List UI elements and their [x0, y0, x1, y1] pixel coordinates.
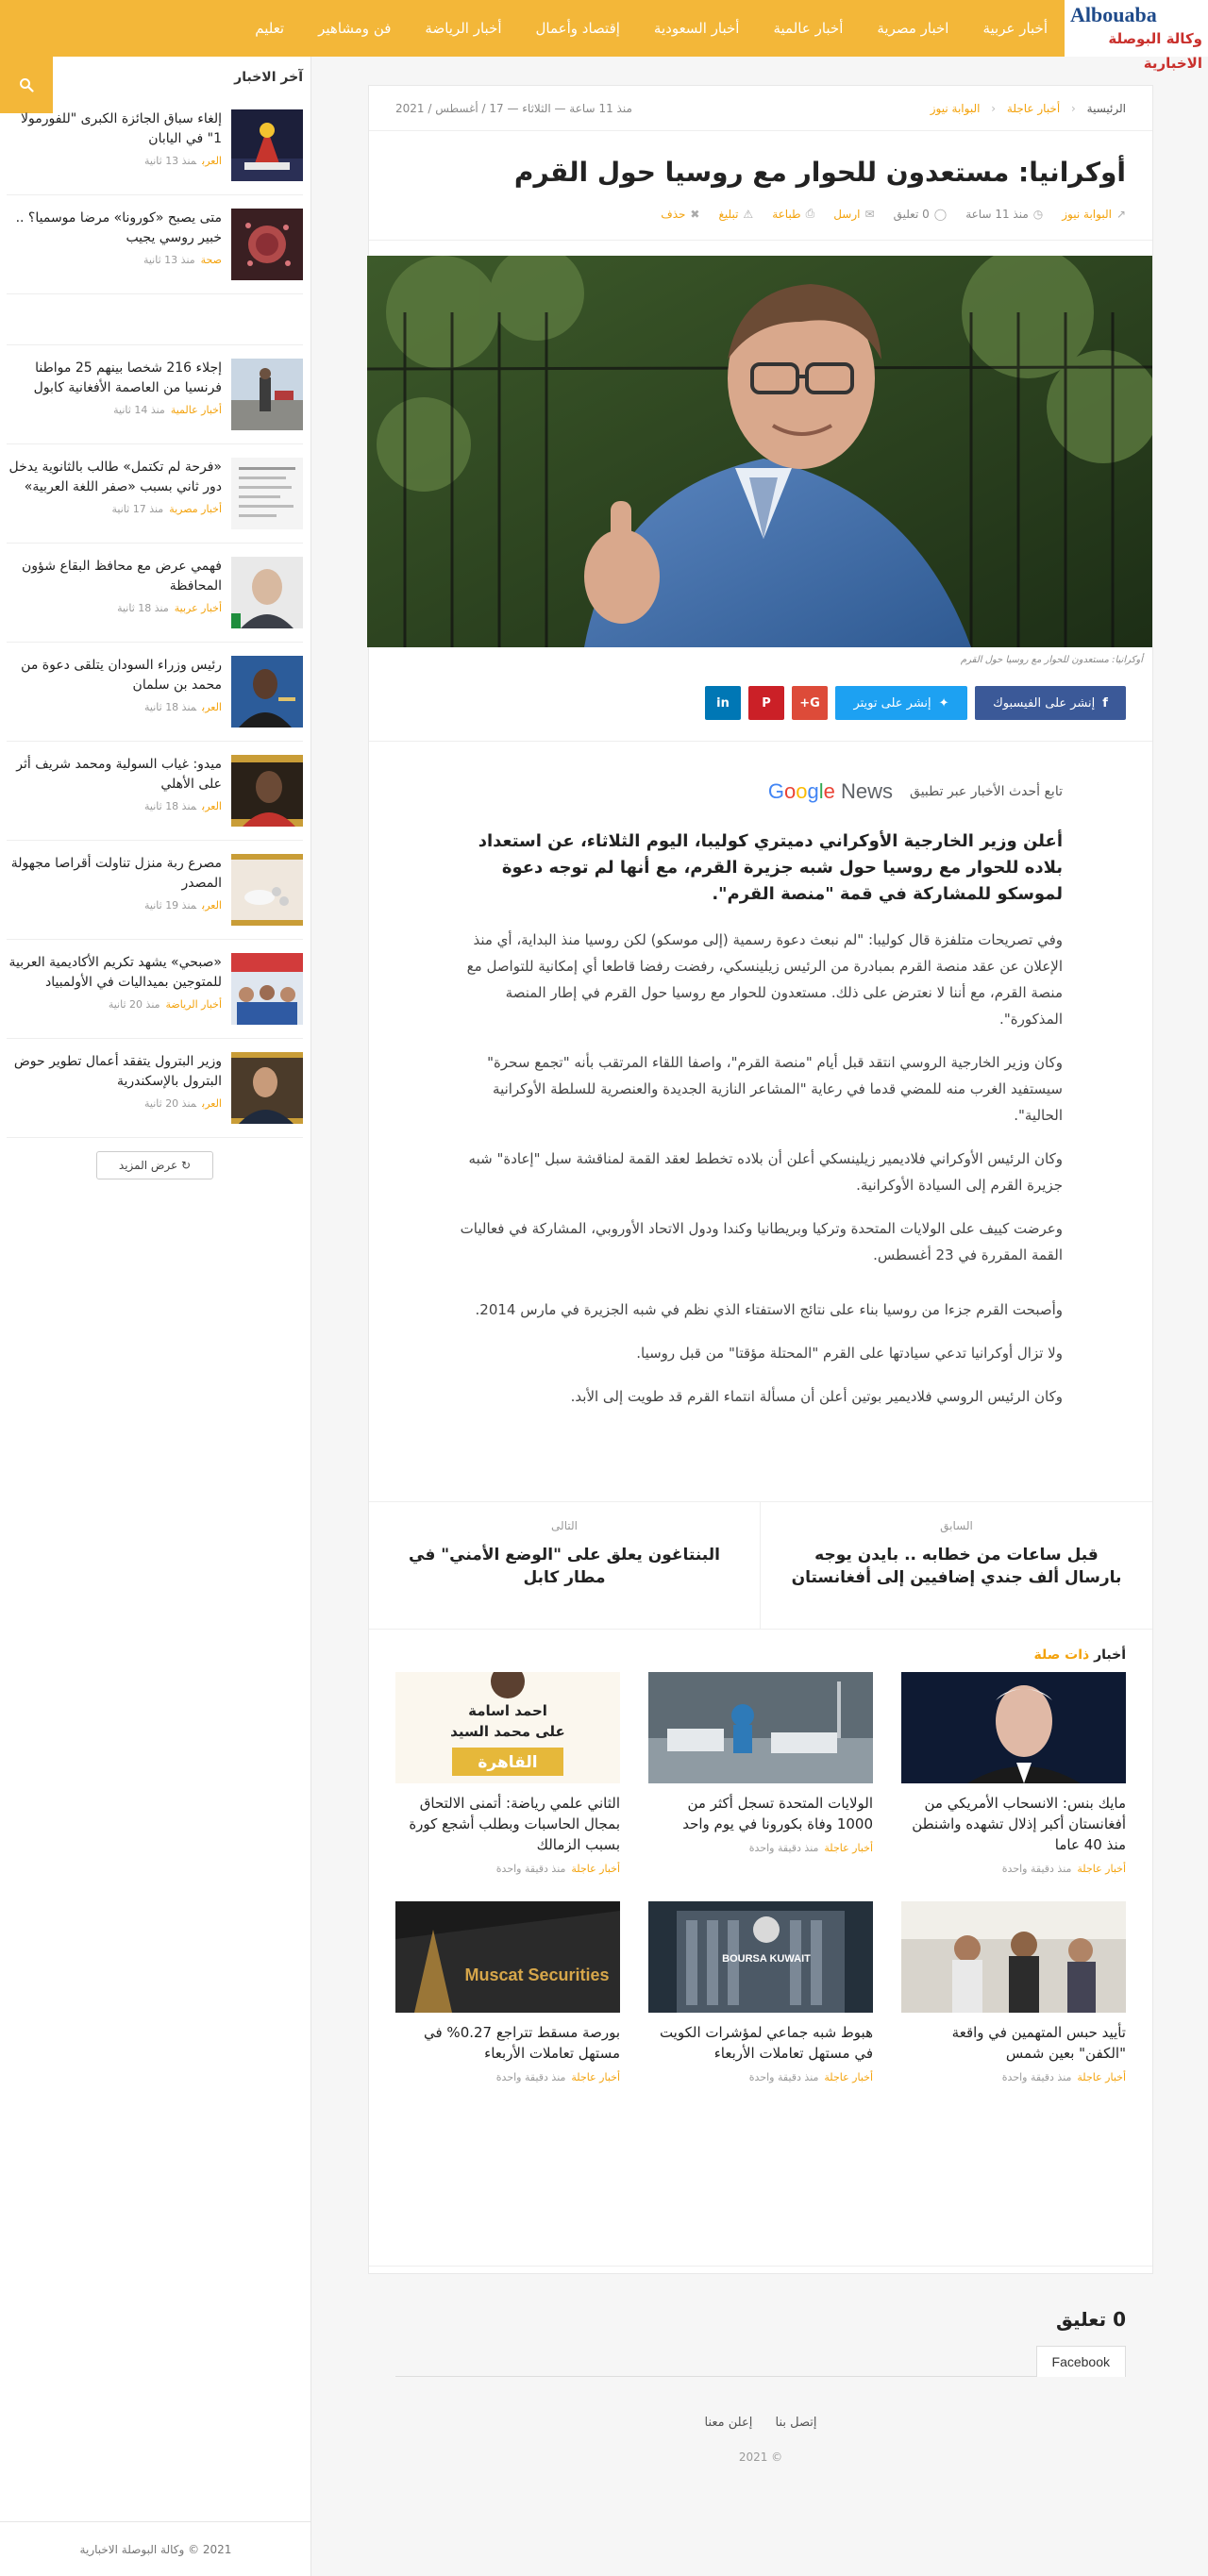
main-nav [221, 0, 1048, 57]
article-body [369, 804, 1152, 1410]
list-item-headline[interactable]: مصرع ربة منزل تناولت أقراصا مجهولة المصدر [10, 856, 222, 891]
footer-contact-link[interactable]: إتصل بنا [775, 2416, 817, 2430]
related-title[interactable]: هبوط شبه جماعي لمؤشرات الكويت في مستهل تعاملات الأربعاء [659, 2024, 873, 2062]
twitter-icon: ✦ [938, 695, 949, 711]
news-thumbnail [231, 359, 303, 430]
refresh-icon: ↻ [181, 1159, 192, 1172]
img6-label: Muscat Securities [464, 1965, 610, 1984]
list-item[interactable] [7, 458, 303, 544]
list-item-headline[interactable]: إجلاء 216 شخصا بينهم 25 مواطنا فرنسيا من العاصمة الأفغانية كابول [33, 360, 222, 395]
list-item-category[interactable]: أخبار مصرية [169, 503, 222, 515]
article-paragraph: وعرضت كييف على الولايات المتحدة وتركيا وبريطانيا وكندا ودول الاتحاد الأوروبي، المشاركة في فعاليات القمة المقررة في 23 أغسطس. [460, 1220, 1063, 1263]
pinterest-icon: P [762, 695, 771, 711]
comments-section [369, 2266, 1152, 2377]
hero-image [367, 256, 1152, 647]
list-item-time: منذ 18 ثانية [117, 602, 169, 614]
list-item-time: منذ 14 ثانية [113, 404, 165, 416]
follow-text: تابع أحدث الأخبار عبر تطبيق [910, 784, 1063, 799]
prev-title: قبل ساعات من خطابه .. بايدن يوجه بارسال ألف جندي إضافيين إلى أفغانستان [791, 1546, 1122, 1587]
google-letter: o [783, 779, 797, 803]
image-caption: أوكرانيا: مستعدون للحوار مع روسيا حول القرم [960, 655, 1143, 665]
list-item-time: منذ 17 ثانية [111, 503, 164, 515]
article-paragraph: وكان الرئيس الأوكراني فلاديمير زيلينسكي أعلن أن بلاده تخطط لعقد القمة لمناقشة سبل "إعادة" شبه جزيرة القرم إلى السيادة الأوكرانية. [468, 1150, 1063, 1194]
list-item[interactable] [7, 755, 303, 841]
related-image [395, 1901, 620, 2013]
load-more-label: عرض المزيد [118, 1159, 178, 1172]
share-facebook-label: إنشر على الفيسبوك [993, 695, 1096, 711]
related-heading [395, 1648, 1126, 1672]
related-time: منذ دقيقة واحدة [495, 2071, 566, 2083]
related-category[interactable]: أخبار عاجلة [571, 1863, 620, 1875]
img5-label: BOURSA KUWAIT [722, 1953, 811, 1965]
site-logo[interactable] [1065, 0, 1208, 72]
share-googleplus-button[interactable] [792, 686, 828, 720]
news-thumbnail [231, 755, 303, 827]
clock-icon: ◷ [1032, 207, 1044, 221]
related-time: منذ دقيقة واحدة [748, 2071, 819, 2083]
news-thumbnail [231, 109, 303, 181]
nav-arab-news[interactable]: أخبار عربية [982, 20, 1048, 37]
sidebar-divider [7, 308, 303, 345]
list-item[interactable] [7, 953, 303, 1039]
related-image [901, 1901, 1126, 2013]
article-header [369, 131, 1152, 241]
meta-print[interactable]: طباعة [772, 207, 801, 221]
list-item-category[interactable]: أخبار عربية [174, 602, 222, 614]
list-item-time: منذ 13 ثانية [143, 155, 197, 167]
related-title[interactable]: الثاني علمي رياضة: أتمنى الالتحاق بمجال الحاسبات وبطلب أشجع كورة بسبب الزمالك [409, 1795, 620, 1853]
list-item[interactable] [7, 359, 303, 444]
related-time: منذ دقيقة واحدة [495, 1863, 566, 1875]
footer-advertise-link[interactable]: إعلن معنا [704, 2416, 753, 2430]
list-item-headline[interactable]: فهمي عرض مع محافظ البقاع شؤون المحافظة [22, 559, 222, 594]
comments-title: 0 تعليق [1055, 2308, 1126, 2331]
related-title[interactable]: بورصة مسقط تتراجع 0.27% في مستهل تعاملات الأربعاء [423, 2024, 620, 2062]
nav-saudi-news[interactable]: أخبار السعودية [653, 20, 740, 37]
follow-google-news [369, 742, 1152, 804]
list-item-headline[interactable]: ميدو: غياب السولية ومحمد شريف أثر على الأهلي [16, 757, 222, 792]
article-paragraph: وكان وزير الخارجية الروسي انتقد قبل أيام "منصة القرم"، واصفا اللقاء المرتقب بأنه "تجمع سحرة" سيستفيد الغرب منه للمضي قدما في رعاية "المشاعر النازية الجديدة والعنصرية للسلطة الأوكرانية الحالية". [487, 1054, 1063, 1124]
related-time: منذ دقيقة واحدة [748, 1842, 819, 1854]
google-letter: o [796, 779, 808, 803]
top-navbar [0, 0, 1208, 72]
article-paragraph: وأصبحت القرم جزءا من روسيا بناء على نتائج الاستفتاء الذي نظم في شبه الجزيرة في مارس 2014. [475, 1301, 1063, 1318]
related-news [369, 1648, 1152, 2110]
list-item-time: منذ 20 ثانية [143, 1097, 197, 1110]
article-paragraph: وفي تصريحات متلفزة قال كوليبا: "لم نبعث دعوة رسمية (إلى موسكو) لكن روسيا منذ البداية، أي منذ الإعلان عن عقد منصة القرم بمبادرة من الرئيس زيلينسكي، رفضت رفضا قاطعا أي إمكانية للتواصل مع منصة القرم، مع أننا لا نعترض على ذلك. مستعدون للحوار مع روسيا حول القرم في إطار المنصة المذكورة". [466, 931, 1063, 1028]
facebook-icon: f [1102, 695, 1108, 711]
latest-news-sidebar [0, 57, 311, 2576]
breadcrumb-category[interactable]: أخبار عاجلة [1006, 101, 1061, 115]
related-time: منذ دقيقة واحدة [1001, 2071, 1072, 2083]
copyright: © 2021 [738, 2451, 783, 2464]
related-category[interactable]: أخبار عاجلة [824, 1842, 873, 1854]
meta-comments[interactable]: 0 تعليق [893, 207, 930, 221]
next-label: التالى [551, 1519, 578, 1532]
list-item-headline[interactable]: وزير البترول يتفقد أعمال تطوير حوض البترول بالإسكندرية [13, 1054, 222, 1089]
google-letter: l [818, 779, 824, 803]
article-container [368, 85, 1153, 2369]
page-footer [368, 2416, 1153, 2464]
related-image [395, 1672, 620, 1783]
related-card[interactable] [395, 1901, 620, 2083]
sidebar-title: آخر الاخبار [234, 70, 303, 85]
img3-name: احمد اسامة [468, 1702, 547, 1719]
news-thumbnail [231, 557, 303, 628]
logo-latin: Albouaba [1070, 3, 1157, 26]
list-item-time: منذ 20 ثانية [108, 998, 160, 1011]
news-thumbnail [231, 458, 303, 529]
list-item-headline[interactable]: رئيس وزراء السودان يتلقى دعوة من محمد بن سلمان [21, 658, 222, 693]
related-image [901, 1672, 1126, 1783]
list-item-headline[interactable]: «صبحي» يشهد تكريم الأكاديمية العربية للمتوجين بميداليات في الأولمبياد [8, 955, 222, 990]
related-card[interactable] [648, 1901, 873, 2083]
list-item-headline[interactable]: متى يصبح «كورونا» مرضا موسميا؟ .. خبير روسي يجيب [15, 210, 222, 245]
hero-figure [369, 241, 1152, 665]
related-category[interactable]: أخبار عاجلة [571, 2071, 620, 2083]
prev-article-link[interactable] [761, 1502, 1152, 1629]
related-card[interactable] [395, 1672, 620, 1875]
googleplus-icon: G+ [799, 695, 820, 711]
related-card[interactable] [901, 1901, 1126, 2083]
list-item-category[interactable]: أخبار الرياضة [165, 998, 222, 1011]
sidebar-footer: 2021 © وكالة البوصلة الاخبارية [0, 2521, 311, 2576]
nav-egypt-news[interactable]: اخبار مصرية [877, 20, 949, 37]
list-item[interactable] [7, 656, 303, 742]
google-letter: e [823, 779, 835, 803]
google-news-logo[interactable] [768, 779, 893, 804]
prev-label: السابق [940, 1519, 973, 1532]
article-meta [395, 207, 1126, 221]
related-category[interactable]: أخبار عاجلة [1077, 1863, 1126, 1875]
meta-report[interactable]: تبليغ [718, 207, 739, 221]
related-title[interactable]: مايك بنس: الانسحاب الأمريكي من أفغانستان أكبر إذلال تشهده واشنطن منذ 40 عاما [912, 1795, 1126, 1853]
comments-divider [395, 2376, 1126, 2377]
meta-delete[interactable]: حذف [661, 207, 686, 221]
news-thumbnail [231, 656, 303, 728]
list-item-time: منذ 13 ثانية [143, 254, 195, 266]
list-item-category[interactable]: العرب [202, 701, 222, 713]
search-icon [19, 77, 34, 92]
close-icon: ✖ [690, 207, 700, 221]
nav-education[interactable]: تعليم [255, 20, 285, 37]
tab-facebook-comments[interactable]: Facebook [1036, 2346, 1126, 2377]
related-title[interactable]: تأييد حبس المتهمين في واقعة "الكفن" بعين شمس [951, 2024, 1126, 2062]
print-icon: ⎙ [805, 207, 815, 220]
load-more-button[interactable] [96, 1151, 213, 1179]
google-news-google [768, 779, 841, 803]
list-item-category[interactable]: العرب [202, 1097, 222, 1110]
warning-icon: ⚠ [743, 207, 754, 221]
list-item-time: منذ 18 ثانية [143, 701, 197, 713]
chevron-left-icon: ‹ [991, 101, 997, 115]
share-linkedin-button[interactable] [705, 686, 741, 720]
related-card[interactable] [648, 1672, 873, 1875]
article-date: منذ 11 ساعة — الثلاثاء — 17 / أغسطس / 2021 [395, 101, 632, 115]
nav-celebrities[interactable]: فن ومشاهير [318, 20, 392, 37]
list-item-headline[interactable]: إلغاء سباق الجائزة الكبرى "للفورمولا 1" في اليابان [21, 111, 222, 146]
list-item[interactable] [7, 854, 303, 940]
breadcrumb-row [369, 86, 1152, 131]
next-article-link[interactable] [369, 1502, 761, 1629]
latest-news-list [7, 109, 303, 1179]
share-pinterest-button[interactable] [748, 686, 784, 720]
related-category[interactable]: أخبار عاجلة [1077, 2071, 1126, 2083]
comment-icon: ◯ [933, 207, 948, 221]
related-category[interactable]: أخبار عاجلة [824, 2071, 873, 2083]
share-twitter-button[interactable] [835, 686, 967, 720]
news-thumbnail [231, 209, 303, 280]
related-grid [395, 1672, 1126, 2110]
nav-world-news[interactable]: أخبار عالمية [773, 20, 844, 37]
article-title: أوكرانيا: مستعدون للحوار مع روسيا حول القرم [513, 157, 1126, 188]
chevron-left-icon: ‹ [1071, 101, 1076, 115]
list-item-category[interactable]: العرب [202, 155, 222, 167]
related-image [648, 1901, 873, 2013]
nav-economy[interactable]: إقتصاد وأعمال [535, 20, 620, 37]
nav-sports[interactable]: أخبار الرياضة [425, 20, 502, 37]
meta-source[interactable]: البوابة نيوز [1062, 207, 1112, 221]
google-letter: g [807, 779, 819, 803]
google-letter: G [767, 779, 784, 803]
google-news-news: News [841, 779, 894, 803]
related-image [648, 1672, 873, 1783]
list-item[interactable] [7, 1052, 303, 1138]
related-heading-plain: أخبار [1094, 1648, 1126, 1663]
article-paragraph: ولا تزال أوكرانيا تدعي سيادتها على القرم "المحتلة مؤقتا" من قبل روسيا. [636, 1345, 1063, 1362]
search-button[interactable] [0, 57, 53, 113]
footer-links [368, 2416, 1153, 2430]
news-thumbnail [231, 854, 303, 926]
list-item-category[interactable]: العرب [202, 899, 222, 912]
list-item-category[interactable]: العرب [202, 800, 222, 812]
list-item-time: منذ 18 ثانية [143, 800, 197, 812]
related-time: منذ دقيقة واحدة [1001, 1863, 1072, 1875]
share-buttons [369, 665, 1152, 742]
share-facebook-button[interactable] [975, 686, 1126, 720]
list-item-category[interactable]: صحة [200, 254, 222, 266]
related-card[interactable] [901, 1672, 1126, 1875]
envelope-icon: ✉ [864, 207, 875, 221]
list-item[interactable] [7, 209, 303, 294]
list-item-category[interactable]: أخبار عالمية [170, 404, 222, 416]
breadcrumb-home[interactable]: الرئيسية [1086, 101, 1126, 115]
breadcrumb [923, 102, 1126, 115]
img3-city: القاهرة [478, 1753, 538, 1772]
article-paragraph: وكان الرئيس الروسي فلاديمير بوتين أعلن أن مسألة انتماء القرم قد طويت إلى الأبد. [570, 1388, 1063, 1405]
next-title: البنتاغون يعلق على "الوضع الأمني" في مطار كابل [409, 1546, 720, 1587]
related-title[interactable]: الولايات المتحدة تسجل أكثر من 1000 وفاة بكورونا في يوم واحد [682, 1795, 873, 1832]
news-thumbnail [231, 953, 303, 1025]
article-lead: أعلن وزير الخارجية الأوكراني دميتري كوليبا، اليوم الثلاثاء، عن استعداد بلاده للحوار مع روسيا حول شبه جزيرة القرم، مع أنها لم توجه دعوة لموسكو للمشاركة في قمة "منصة القرم". [478, 831, 1063, 904]
breadcrumb-source[interactable]: البوابة نيوز [930, 101, 981, 115]
list-item-time: منذ 19 ثانية [143, 899, 197, 912]
meta-time: منذ 11 ساعة [965, 207, 1029, 221]
logo-arabic: وكالة البوصلة الاخبارية [1108, 30, 1202, 72]
list-item[interactable] [7, 109, 303, 195]
share-twitter-label: إنشر على تويتر [853, 695, 931, 711]
news-thumbnail [231, 1052, 303, 1124]
related-heading-accent: ذات صلة [1033, 1648, 1090, 1663]
prev-next-nav [369, 1501, 1152, 1630]
meta-send[interactable]: ارسل [833, 207, 861, 221]
list-item-headline[interactable]: «فرحة لم تكتمل» طالب بالثانوية يدخل دور ثاني بسبب «صفر اللغة العربية» [8, 460, 222, 494]
external-link-icon: ↗ [1116, 207, 1126, 221]
list-item[interactable] [7, 557, 303, 643]
linkedin-icon: in [716, 695, 730, 711]
img3-subname: على محمد السيد [450, 1723, 565, 1740]
